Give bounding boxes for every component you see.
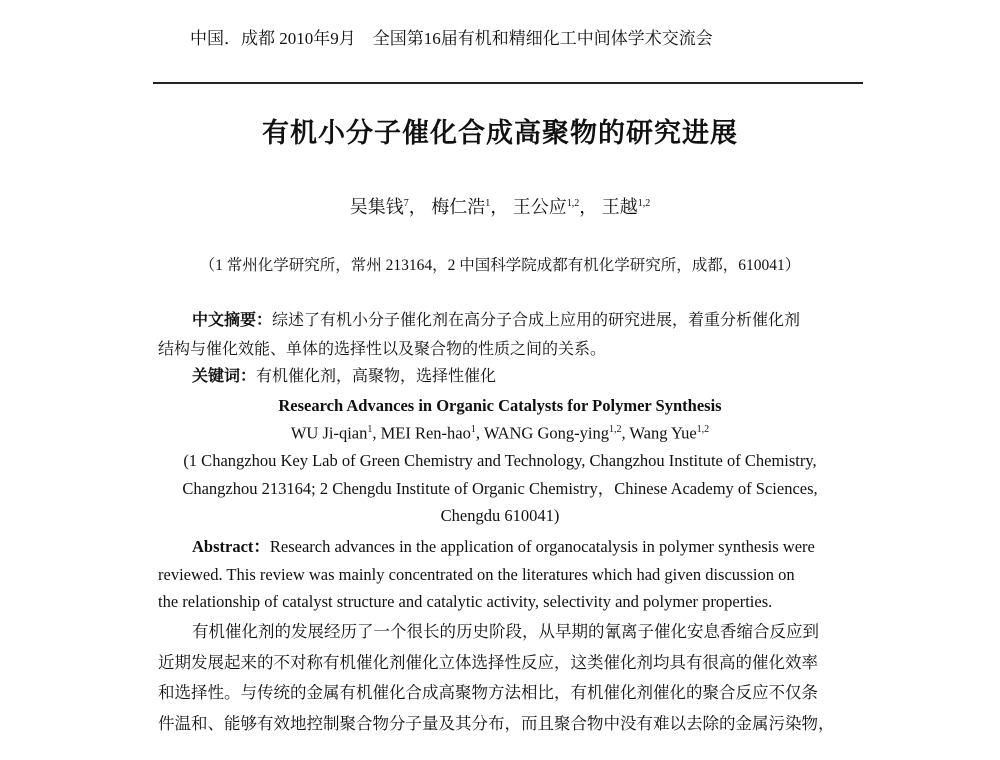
title-en: Research Advances in Organic Catalysts for Polymer Synthesis <box>278 396 722 415</box>
author-sup: 1 <box>470 424 476 435</box>
body-line: 近期发展起来的不对称有机催化剂催化立体选择性反应，这类催化剂均具有很高的催化效率 <box>158 653 818 672</box>
title-zh: 有机小分子催化合成高聚物的研究进展 <box>262 118 738 148</box>
body-line: 和选择性。与传统的金属有机催化合成高聚物方法相比，有机催化剂催化的聚合反应不仅条 <box>158 683 818 702</box>
authors-en: WU Ji-qian$^1$, MEI Ren-hao$^1$, WANG Gong-ying$^{1,2}$, Wang Yue$^{1,2}$ <box>290 423 710 443</box>
author: WU Ji-qian <box>290 423 368 443</box>
author: 王越 <box>601 197 638 217</box>
abstract-en-label: Abstract： <box>192 537 270 556</box>
abstract-zh-line <box>192 313 800 329</box>
affiliation-zh: （1 常州化学研究所，常州 213164，2 中国科学院成都有机化学研究所，成都，610041） <box>199 257 801 274</box>
abstract-en-line <box>192 539 815 556</box>
author: WANG Gong-ying <box>483 423 609 443</box>
authors-zh: 吴集钱$^7$， 梅仁浩$^1$， 王公应$^{1,2}$， 王越$^{1,2}$ <box>349 197 651 217</box>
abstract-en-line: reviewed. This review was mainly concentrated on the literatures which had given discussion on <box>158 565 795 584</box>
affiliation-en-line: Changzhou 213164; 2 Chengdu Institute of Organic Chemistry，Chinese Academy of Sciences, <box>182 479 818 498</box>
author-sup: 1 <box>367 424 373 435</box>
author: MEI Ren-hao <box>380 423 471 443</box>
abstract-zh-text: 综述了有机小分子催化剂在高分子合成上应用的研究进展，着重分析催化剂 <box>272 312 801 329</box>
affiliation-en-line: Chengdu 610041) <box>440 506 560 525</box>
running-header: 中国．成都 2010年9月 全国第16届有机和精细化工中间体学术交流会 <box>190 29 713 48</box>
abstract-zh-line: 结构与催化效能、单体的选择性以及聚合物的性质之间的关系。 <box>158 341 607 358</box>
affiliation-en-line: (1 Changzhou Key Lab of Green Chemistry and Technology, Changzhou Institute of Chemistry, <box>183 451 817 470</box>
author-sup: 7 <box>403 198 409 209</box>
abstract-en-line: the relationship of catalyst structure and catalytic activity, selectivity and polymer properties. <box>158 592 773 611</box>
keywords-label: 关键词： <box>192 368 257 385</box>
body-line: 件温和、能够有效地控制聚合物分子量及其分布，而且聚合物中没有难以去除的金属污染物， <box>158 714 835 733</box>
author: 吴集钱 <box>349 197 404 217</box>
author-sup: 1,2 <box>637 198 651 209</box>
author: 梅仁浩 <box>431 197 486 217</box>
body-line: 有机催化剂的发展经历了一个很长的历史阶段，从早期的氰离子催化安息香缩合反应到 <box>192 622 819 641</box>
author-sup: 1,2 <box>608 424 622 435</box>
keywords-zh <box>192 369 496 385</box>
author: Wang Yue <box>629 423 697 443</box>
header-rule <box>153 82 863 84</box>
abstract-zh-label: 中文摘要： <box>192 312 273 329</box>
author-sup: 1 <box>485 198 491 209</box>
author-sup: 1,2 <box>566 198 580 209</box>
author: 王公应 <box>512 197 567 217</box>
abstract-en-text: Research advances in the application of organocatalysis in polymer synthesis were <box>269 537 815 556</box>
author-sup: 1,2 <box>696 424 710 435</box>
keywords-text: 有机催化剂，高聚物，选择性催化 <box>256 368 497 385</box>
